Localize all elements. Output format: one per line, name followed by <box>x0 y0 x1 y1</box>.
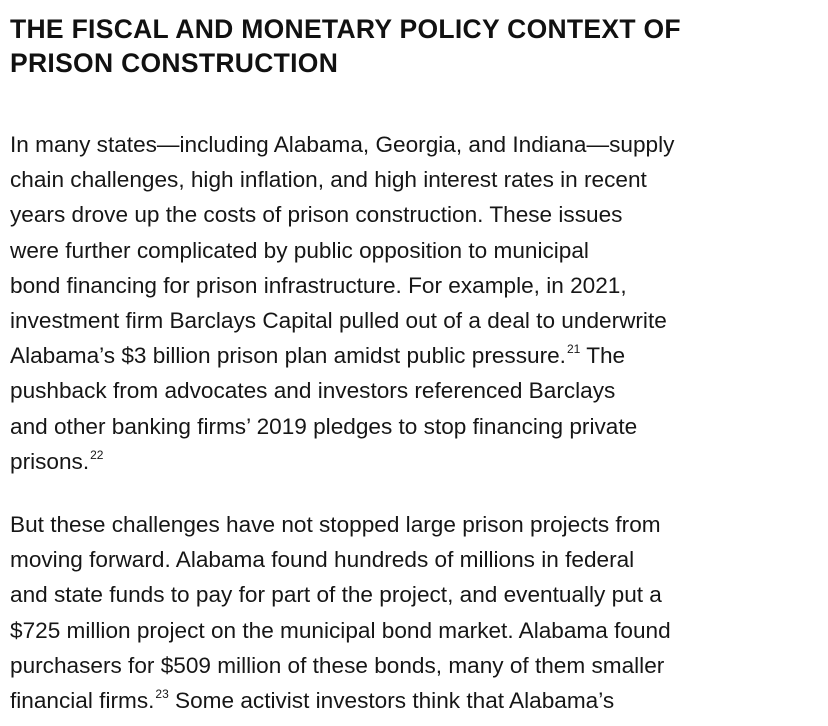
paragraph-1-line: pushback from advocates and investors referenced Barclays <box>10 378 616 404</box>
paragraph-2-line: purchasers for $509 million of these bonds, many of them smaller <box>10 652 665 678</box>
paragraph-2-line-text: Some activist investors think that Alabama’s <box>175 688 615 714</box>
paragraph-1-line: investment firm Barclays Capital pulled out of a deal to underwrite <box>10 308 667 334</box>
paragraph-1-line-text: The <box>586 343 626 369</box>
paragraph-1-line: years drove up the costs of prison construction. These issues <box>10 202 623 228</box>
paragraph-1-line: and other banking firms’ 2019 pledges to stop financing private <box>10 413 638 439</box>
paragraph-1-line: bond financing for prison infrastructure. For example, in 2021, <box>10 272 627 298</box>
paragraph-1-line-text: Alabama’s $3 billion prison plan amidst public pressure. <box>10 343 566 369</box>
footnote-ref-21[interactable]: 21 <box>566 342 581 357</box>
paragraph-1-line-text: prisons. <box>10 448 90 474</box>
document-page <box>10 0 822 718</box>
paragraph-2-line: But these challenges have not stopped large prison projects from <box>10 512 661 538</box>
heading-line-2: PRISON CONSTRUCTION <box>10 48 339 78</box>
section-heading <box>10 12 822 80</box>
paragraph-1-line: were further complicated by public opposition to municipal <box>10 237 589 263</box>
paragraph-2-line: $725 million project on the municipal bond market. Alabama found <box>10 617 671 643</box>
paragraph-2-line: moving forward. Alabama found hundreds of millions in federal <box>10 547 635 573</box>
paragraph-2-line <box>10 683 822 718</box>
paragraph-1 <box>10 127 822 479</box>
paragraph-1-line <box>10 444 822 479</box>
footnote-ref-22[interactable]: 22 <box>90 447 104 462</box>
paragraph-2-line-text: financial firms. <box>10 688 155 714</box>
paragraph-2 <box>10 507 822 718</box>
paragraph-1-line <box>10 338 822 373</box>
footnote-ref-23[interactable]: 23 <box>155 687 169 702</box>
heading-line-1: THE FISCAL AND MONETARY POLICY CONTEXT OF <box>10 14 681 44</box>
paragraph-1-line: chain challenges, high inflation, and high interest rates in recent <box>10 167 647 193</box>
paragraph-2-line: and state funds to pay for part of the project, and eventually put a <box>10 582 662 608</box>
paragraph-1-line: In many states—including Alabama, Georgia, and Indiana—supply <box>10 132 675 157</box>
